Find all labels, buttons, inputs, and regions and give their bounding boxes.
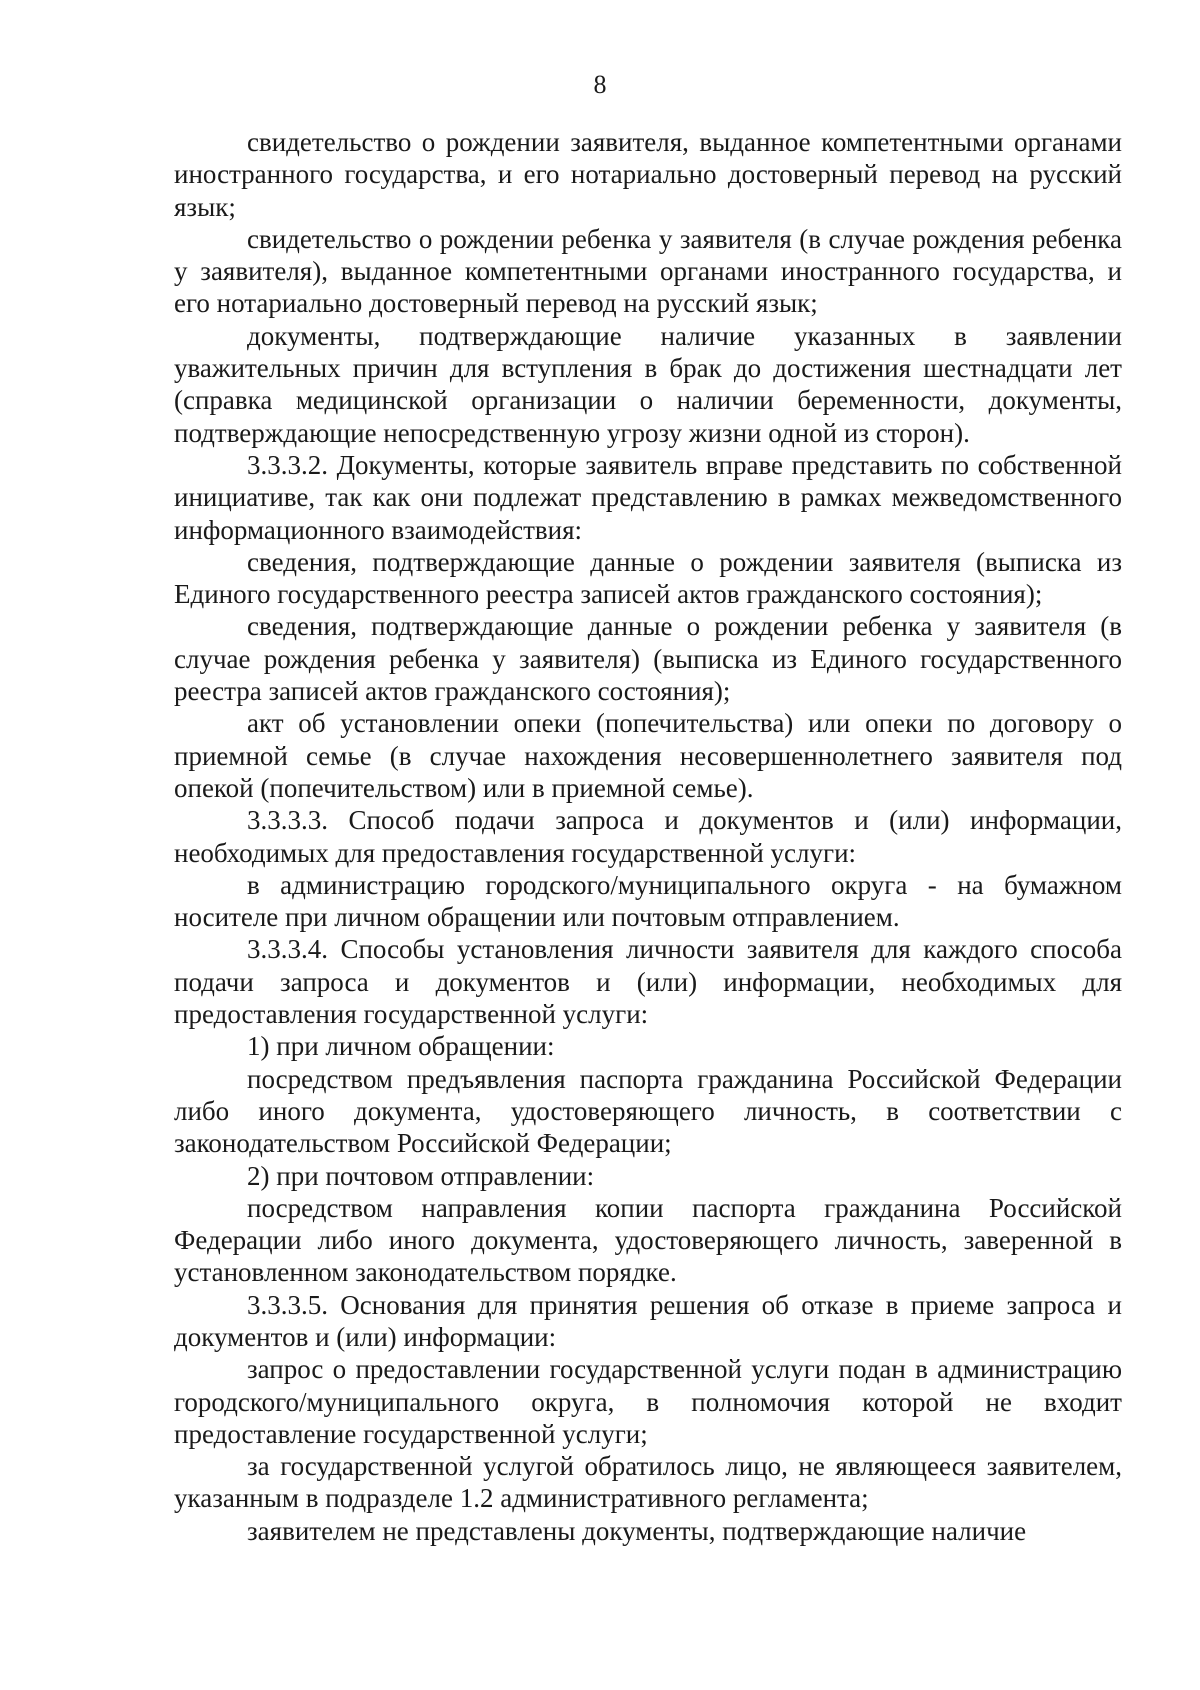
paragraph: в администрацию городского/муниципального округа - на бумажном носителе при личном обращении или почтовым отправлением. <box>174 869 1122 933</box>
paragraph: сведения, подтверждающие данные о рождении ребенка у заявителя (в случае рождения ребенка у заявителя) (выписка из Единого государственного реестра записей актов гражданского состояния); <box>174 611 1122 707</box>
paragraph: сведения, подтверждающие данные о рождении заявителя (выписка из Единого государственного реестра записей актов гражданского состояния); <box>174 546 1122 610</box>
paragraph: свидетельство о рождении заявителя, выданное компетентными органами иностранного государства, и его нотариально достоверный перевод на русский язык; <box>174 127 1122 222</box>
paragraph: 3.3.3.4. Способы установления личности заявителя для каждого способа подачи запроса и документов и (или) информации, необходимых для предоставления государственной услуги: <box>174 934 1122 1030</box>
paragraph: 2) при почтовом отправлении: <box>247 1160 595 1191</box>
paragraph: 3.3.3.3. Способ подачи запроса и документов и (или) информации, необходимых для предоставления государственной услуги: <box>174 805 1122 868</box>
paragraph: свидетельство о рождении ребенка у заявителя (в случае рождения ребенка у заявителя), выданное компетентными органами иностранного государства, и его нотариально достоверный перевод на русский язык; <box>174 223 1122 319</box>
paragraph: за государственной услугой обратилось лицо, не являющееся заявителем, указанным в подразделе 1.2 административного регламента; <box>174 1451 1122 1514</box>
paragraph: посредством предъявления паспорта гражданина Российской Федерации либо иного документа, удостоверяющего личность, в соответствии с законодательством Российской Федерации; <box>174 1063 1122 1159</box>
paragraph: 3.3.3.5. Основания для принятия решения об отказе в приеме запроса и документов и (или) информации: <box>174 1289 1122 1352</box>
paragraph: заявителем не представлены документы, подтверждающие наличие <box>247 1515 1027 1546</box>
paragraph: запрос о предоставлении государственной услуги подан в администрацию городского/муниципального округа, в полномочия которой не входит предоставление государственной услуги; <box>174 1354 1122 1449</box>
paragraph: 1) при личном обращении: <box>247 1031 555 1062</box>
page-number: 8 <box>593 70 607 99</box>
paragraph: акт об установлении опеки (попечительства) или опеки по договору о приемной семье (в случае нахождения несовершеннолетнего заявителя под опекой (попечительством) или в приемной семье). <box>174 708 1122 803</box>
paragraph: посредством направления копии паспорта гражданина Российской Федерации либо иного документа, удостоверяющего личность, заверенной в установленном законодательством порядке. <box>174 1192 1122 1288</box>
document-body <box>174 126 1122 1547</box>
paragraph: 3.3.3.2. Документы, которые заявитель вправе представить по собственной инициативе, так как они подлежат представлению в рамках межведомственного информационного взаимодействия: <box>174 449 1122 545</box>
paragraph: документы, подтверждающие наличие указанных в заявлении уважительных причин для вступления в брак до достижения шестнадцати лет (справка медицинской организации о наличии беременности, документы, подтверждающие непосредственную угрозу жизни одной из сторон). <box>174 320 1122 448</box>
